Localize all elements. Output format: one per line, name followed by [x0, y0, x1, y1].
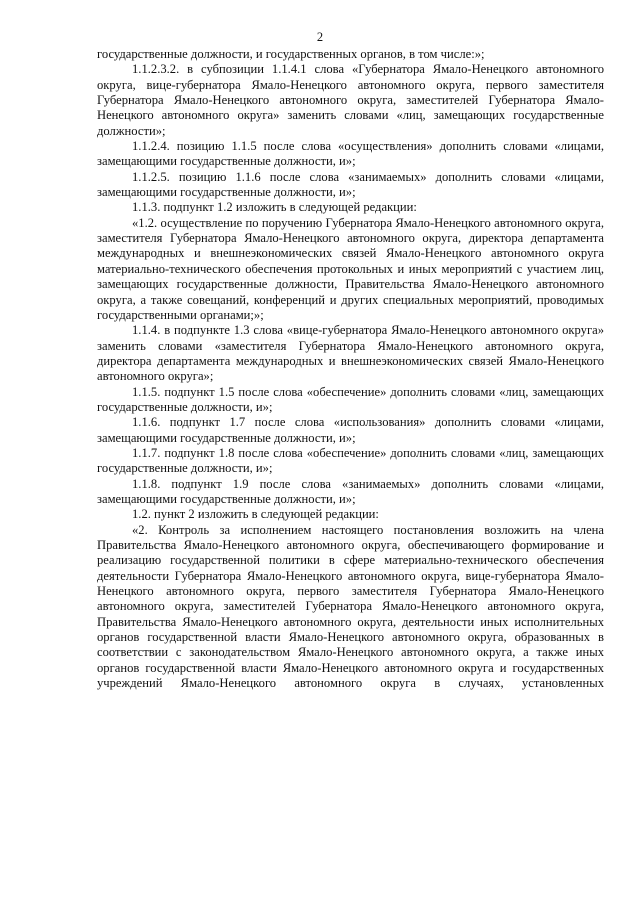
paragraph: 1.1.3. подпункт 1.2 изложить в следующей редакции:	[132, 200, 417, 215]
paragraph: государственные должности, и государственных органов, в том числе:»;	[97, 47, 485, 61]
paragraph: 1.1.5. подпункт 1.5 после слова «обеспечение» дополнить словами «лиц, замещающих государственные должности, и»;	[97, 384, 604, 414]
paragraph: 1.1.7. подпункт 1.8 после слова «обеспечение» дополнить словами «лиц, замещающих государственные должности, и»;	[97, 445, 604, 476]
paragraph: «2. Контроль за исполнением настоящего постановления возложить на члена Правительства Ямало-Ненецкого автономного округа, обеспечивающего формирование и реализацию государственной политики в сфере материально-технического обеспечения деятельности Губернатора Ямало-Ненецкого автономного округа, вице-губернатора Ямало-Ненецкого автономного округа, первого заместителя Губернатора Ямало-Ненецкого автономного округа, заместителей Губернатора Ямало-Ненецкого автономного округа, Правительства Ямало-Ненецкого автономного округа, деятельности иных исполнительных органов государственной власти Ямало-Ненецкого автономного округа, образованных в соответствии с законодательством Ямало-Ненецкого автономного округа, а также иных органов государственной власти Ямало-Ненецкого автономного округа и государственных учреждений Ямало-Ненецкого автономного округа в случаях, установленных	[97, 522, 604, 691]
page-number: 2	[316, 30, 324, 44]
paragraph: 1.1.2.3.2. в субпозиции 1.1.4.1 слова «Губернатора Ямало-Ненецкого автономного округа, вице-губернатора Ямало-Ненецкого автономного округа, первого заместителя Губернатора Ямало-Ненецкого автономного округа, заместителей Губернатора Ямало-Ненецкого автономного округа» заменить словами «лиц, замещающих государственные должности»;	[97, 62, 604, 138]
paragraph: «1.2. осуществление по поручению Губернатора Ямало-Ненецкого автономного округа, заместителя Губернатора Ямало-Ненецкого автономного округа, директора департамента международных и внешнеэкономических связей Ямало-Ненецкого автономного округа материально-технического обеспечения протокольных и иных мероприятий с участием лиц, замещающих государственные должности, Правительства Ямало-Ненецкого автономного округа, а также совещаний, конференций и других специальных мероприятий, проводимых государственными органами;»;	[97, 215, 604, 322]
paragraph: 1.2. пункт 2 изложить в следующей редакции:	[132, 507, 379, 522]
paragraph: 1.1.6. подпункт 1.7 после слова «использования» дополнить словами «лицами, замещающими государственные должности, и»;	[97, 415, 604, 445]
paragraph: 1.1.2.4. позицию 1.1.5 после слова «осуществления» дополнить словами «лицами, замещающими государственные должности, и»;	[97, 139, 604, 169]
document-body	[97, 47, 604, 691]
paragraph: 1.1.4. в подпункте 1.3 слова «вице-губернатора Ямало-Ненецкого автономного округа» заменить словами «заместителя Губернатора Ямало-Ненецкого автономного округа, директора департамента международных и внешнеэкономических связей Ямало-Ненецкого автономного округа»;	[97, 323, 604, 384]
paragraph: 1.1.8. подпункт 1.9 после слова «занимаемых» дополнить словами «лицами, замещающими государственные должности, и»;	[97, 476, 604, 506]
paragraph: 1.1.2.5. позицию 1.1.6 после слова «занимаемых» дополнить словами «лицами, замещающими государственные должности, и»;	[97, 169, 604, 200]
